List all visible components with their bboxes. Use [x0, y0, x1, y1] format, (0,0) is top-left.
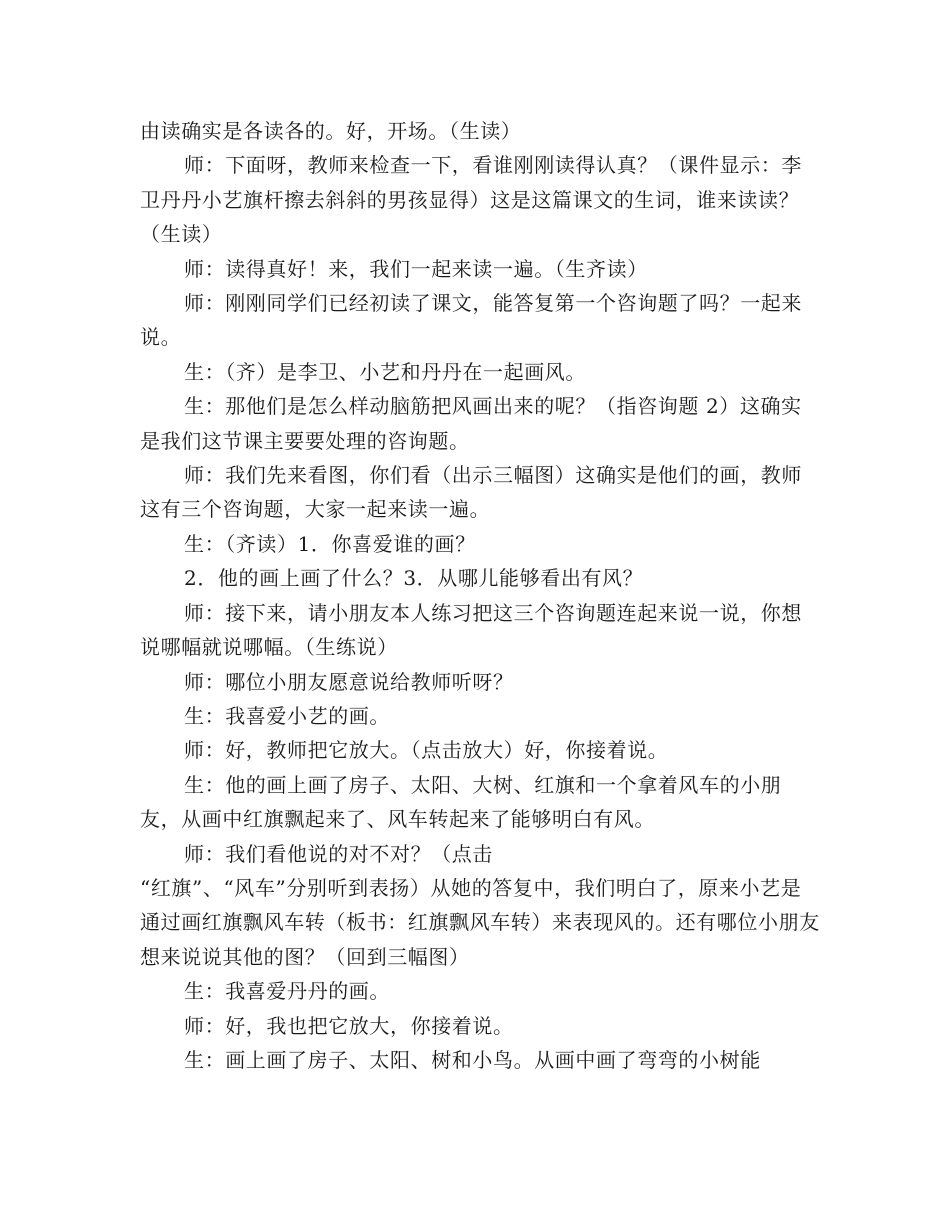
paragraph: 师：哪位小朋友愿意说给教师听呀？: [184, 669, 514, 694]
paragraph: 由读确实是各读各的。好，开场。（生读）: [140, 119, 522, 143]
paragraph: 师：好，教师把它放大。（点击放大）好，你接着说。: [184, 738, 669, 763]
paragraph: 师：下面呀，教师来检查一下，看谁刚刚读得认真？（课件显示：李卫丹丹小艺旗杆擦去斜斜的男孩显得）这是这篇课文的生词，谁来读读？（生读）: [140, 153, 802, 247]
document-body: [140, 114, 820, 1077]
paragraph: 师：我们看他说的对不对？（点击: [184, 841, 493, 866]
paragraph: 生：我喜爱小艺的画。: [184, 703, 390, 728]
paragraph: “红旗”、“风车”分别听到表扬）从她的答复中，我们明白了，原来小艺是通过画红旗飘风车转（板书：红旗飘风车转）来表现风的。还有哪位小朋友想来说说其他的图？（回到三幅图）: [140, 875, 820, 969]
paragraph: 2．他的画上画了什么？3．从哪儿能够看出有风？: [184, 566, 644, 591]
paragraph: 师：接下来，请小朋友本人练习把这三个咨询题连起来说一说，你想说哪幅就说哪幅。（生练说）: [140, 600, 802, 660]
paragraph: 师：好，我也把它放大，你接着说。: [184, 1013, 514, 1038]
paragraph: 师：刚刚同学们已经初读了课文，能答复第一个咨询题了吗？一起来说。: [140, 291, 802, 350]
paragraph: 生：（齐读）1．你喜爱谁的画？: [184, 531, 476, 556]
paragraph: 师：读得真好！来，我们一起来读一遍。（生齐读）: [184, 256, 648, 281]
paragraph: 生：画上画了房子、太阳、树和小鸟。从画中画了弯弯的小树能: [184, 1047, 761, 1072]
paragraph: 师：我们先来看图，你们看（出示三幅图）这确实是他们的画，教师这有三个咨询题，大家一起来读一遍。: [140, 463, 802, 522]
paragraph: 生：我喜爱丹丹的画。: [184, 979, 390, 1004]
paragraph: 生：（齐）是李卫、小艺和丹丹在一起画风。: [184, 359, 586, 384]
paragraph: 生：那他们是怎么样动脑筋把风画出来的呢？（指咨询题 2）这确实是我们这节课主要要处理的咨询题。: [140, 394, 802, 453]
paragraph: 生：他的画上画了房子、太阳、大树、红旗和一个拿着风车的小朋友，从画中红旗飘起来了、风车转起来了能够明白有风。: [140, 772, 782, 832]
